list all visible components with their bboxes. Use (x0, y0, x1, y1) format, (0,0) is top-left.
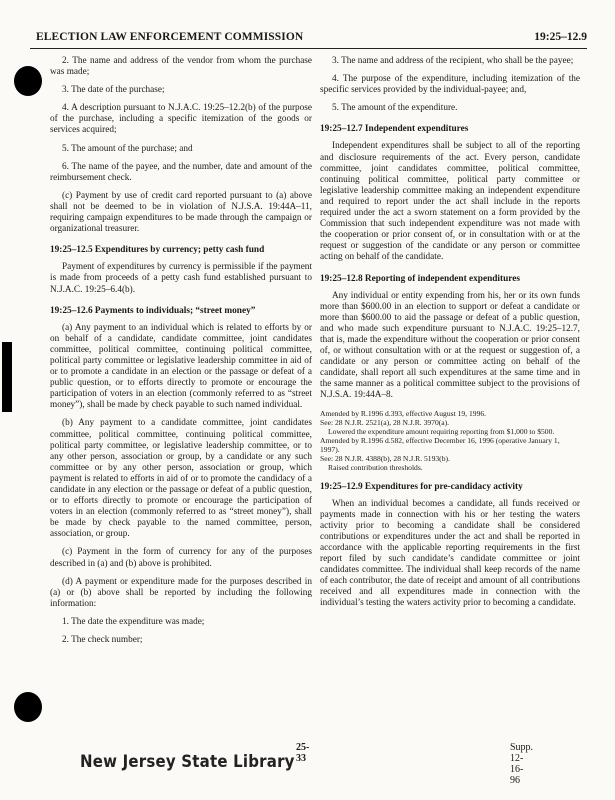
paragraph: 1. The date the expenditure was made; (62, 616, 205, 627)
section-heading: 19:25–12.9 Expenditures for pre-candidacy activity (320, 481, 523, 492)
running-header (30, 30, 587, 49)
history-note: Raised contribution thresholds. (328, 462, 423, 472)
binder-hole-top (14, 66, 42, 96)
paragraph: 6. The name of the payee, and the number, date and amount of the reimbursement check. (50, 161, 312, 183)
history-note: Amended by R.1996 d.582, effective December 16, 1996 (operative January 1, 1997). (320, 435, 560, 454)
margin-marker-bar (2, 342, 12, 412)
paragraph: 3. The name and address of the recipient, who shall be the payee; (332, 56, 574, 66)
paragraph: 2. The check number; (62, 635, 143, 646)
header-title: ELECTION LAW ENFORCEMENT COMMISSION (36, 31, 304, 43)
binder-hole-bottom (14, 692, 42, 722)
paragraph: 5. The amount of the expenditure. (332, 103, 458, 114)
paragraph: 3. The date of the purchase; (62, 85, 165, 96)
paragraph: (a) Any payment to an individual which is related to efforts by or on behalf of a candidate, candidate committee, joint candidates committee, political committee, continuing political committee, political party committee or legislative leadership committee in aid of or to promote a candidate in an election or the passage or defeat of a public question, or to efforts directly to promote or encourage the participation of voters in an election (commonly referred to as “street money”), shall be made by check payable to such named individual. (50, 322, 312, 411)
section-heading: 19:25–12.6 Payments to individuals; “street money” (50, 305, 256, 316)
paragraph: (b) Any payment to a candidate committee, joint candidates committee, political committee, continuing political committee, political party committee, or legislative leadership committee, or to any other person, association or group, by a candidate or any such committee or by any other person, association or group, which payment is related to efforts in aid of or to promote the candidacy of a candidate in any election or the passage or defeat of a public question, or to efforts directly to promote or encourage the participation of voters in an election (commonly referred to as “street money”), shall be made by check payable to the named committee, person, association, or group. (50, 418, 312, 540)
paragraph: (c) Payment in the form of currency for any of the purposes described in (a) and (b) above is prohibited. (50, 547, 312, 569)
paragraph: 5. The amount of the purchase; and (62, 143, 193, 154)
right-column (320, 56, 580, 617)
paragraph: When an individual becomes a candidate, all funds received or payments made in connection with his or her testing the waters activity prior to becoming a candidate shall be considered contributions or expenditures under the act and shall be reported in accordance with the applicable reporting requirements in the first report filed by such candidate’s candidate committee or joint candidates committee. The individual shall keep records of the name of each contributor, the date of receipt and amount of all contributions received and all expenditures made in connection with the individual’s testing the waters activity prior to becoming a candidate. (320, 498, 580, 609)
paragraph: Independent expenditures shall be subject to all of the reporting and disclosure requirements of the act. Every person, candidate committee, joint candidates committee, political committee, continuing political committee, political party committee or legislative leadership committee making an independent expenditure and required to report under the act shall include in the reports required under the act a sworn statement on a form provided by the Commission that such independent expenditure was not made with the cooperation or prior consent of, or in consultation with or at the request or suggestion of the candidate or any person or committee acting on behalf of the candidate. (320, 141, 580, 263)
supplement-date: Supp. 12-16-96 (510, 742, 534, 786)
history-note: Lowered the expenditure amount requiring reporting from $1,000 to $500. (328, 426, 555, 436)
paragraph: (c) Payment by use of credit card reported pursuant to (a) above shall not be deemed to be in violation of N.J.S.A. 19:44A–11, requiring campaign expenditures to be made through the campaign or organizational treasurer. (50, 190, 312, 235)
page-number: 25-33 (296, 742, 310, 764)
paragraph: Payment of expenditures by currency is permissible if the payment is made from proceeds of a petty cash fund established pursuant to N.J.A.C. 19:25–6.4(b). (50, 262, 312, 295)
paragraph: 4. A description pursuant to N.J.A.C. 19:25–12.2(b) of the purpose of the purchase, including a specific itemization of the goods or services acquired; (50, 103, 312, 136)
history-note: See: 28 N.J.R. 2521(a), 28 N.J.R. 3970(a). (320, 417, 450, 427)
header-section-number: 19:25–12.9 (534, 31, 587, 43)
history-notes (320, 409, 580, 472)
left-column (50, 56, 312, 653)
library-stamp: New Jersey State Library (80, 750, 295, 772)
history-note: See: 28 N.J.R. 4388(b), 28 N.J.R. 5193(b). (320, 453, 450, 463)
section-heading: 19:25–12.8 Reporting of independent expenditures (320, 273, 520, 284)
paragraph: Any individual or entity expending from his, her or its own funds more than $600.00 in an election to support or defeat a candidate or more than $600.00 to aid the passage or defeat of a public question, and who made such expenditure pursuant to N.J.A.C. 19:25–12.7, that is, made the expenditure without the cooperation or prior consent of, or without consultation with or at the request or suggestion of, a candidate or any person or committee acting on behalf of the candidate, shall report all such expenditures at the same time and in the same manner as a political committee subject to the provisions of N.J.S.A. 19:44A–8. (320, 290, 580, 401)
paragraph: 2. The name and address of the vendor from whom the purchase was made; (50, 56, 312, 78)
section-heading: 19:25–12.5 Expenditures by currency; petty cash fund (50, 245, 265, 256)
paragraph: 4. The purpose of the expenditure, including itemization of the specific services provided by the individual-payee; and, (320, 74, 580, 96)
paragraph: (d) A payment or expenditure made for the purposes described in (a) or (b) above shall be reported by including the following information: (50, 576, 312, 609)
history-note: Amended by R.1996 d.393, effective August 19, 1996. (320, 408, 487, 418)
section-heading: 19:25–12.7 Independent expenditures (320, 124, 469, 135)
